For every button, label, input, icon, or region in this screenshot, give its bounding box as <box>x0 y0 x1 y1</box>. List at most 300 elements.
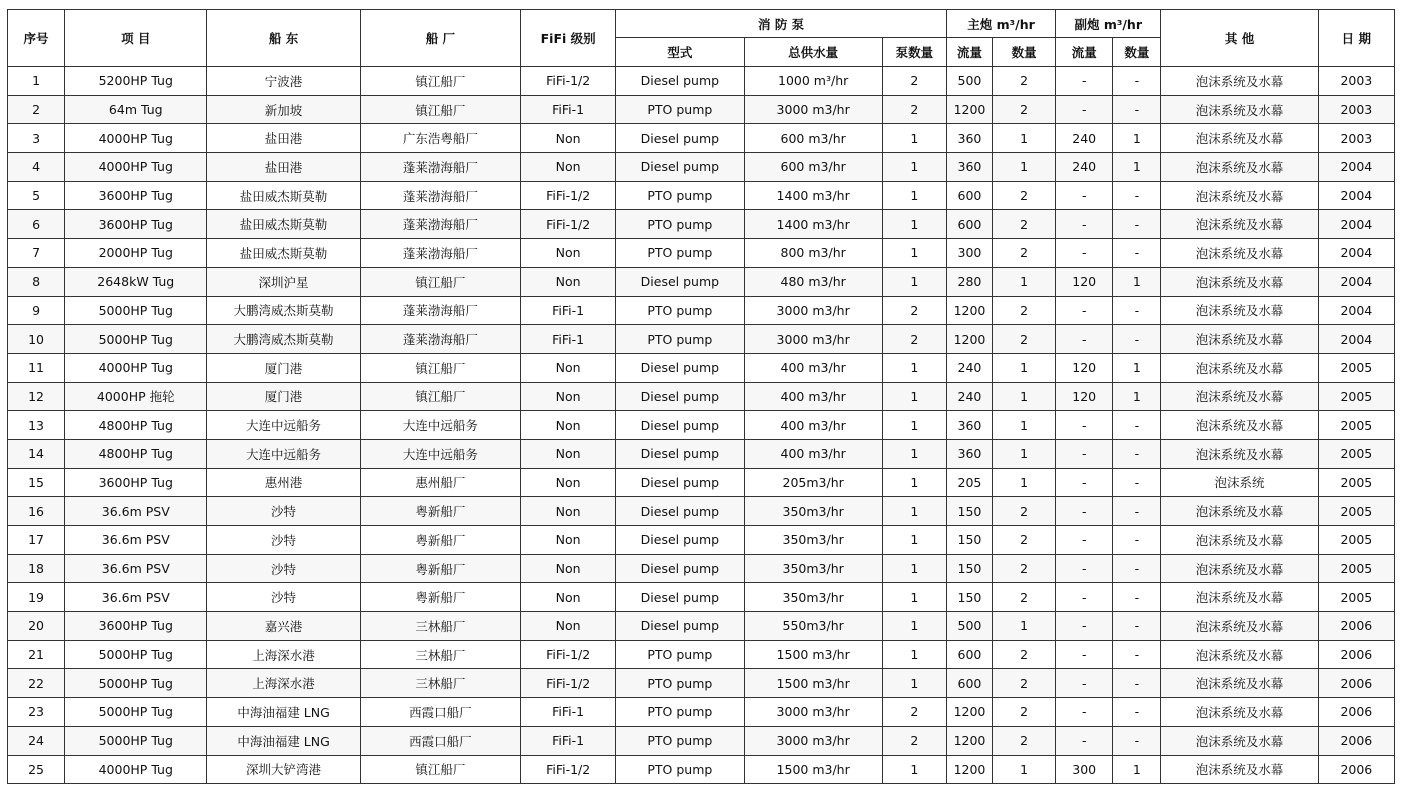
cell-sub-count: 1 <box>1113 755 1161 784</box>
cell-sub-flow: 120 <box>1056 382 1113 411</box>
cell-seq: 7 <box>8 239 65 268</box>
table-header <box>8 10 1395 67</box>
cell-pump-count: 1 <box>882 267 946 296</box>
cell-total-flow: 3000 m3/hr <box>744 95 882 124</box>
cell-other: 泡沫系统及水幕 <box>1161 497 1318 526</box>
cell-sub-count: - <box>1113 67 1161 96</box>
cell-pump-count: 1 <box>882 439 946 468</box>
cell-sub-flow: - <box>1056 67 1113 96</box>
cell-pump-count: 1 <box>882 353 946 382</box>
table-row <box>8 669 1395 698</box>
cell-fifi-class: FiFi-1 <box>521 726 616 755</box>
cell-fifi-class: Non <box>521 612 616 641</box>
cell-total-flow: 400 m3/hr <box>744 353 882 382</box>
cell-other: 泡沫系统及水幕 <box>1161 583 1318 612</box>
cell-date: 2006 <box>1318 726 1394 755</box>
cell-pump-count: 1 <box>882 124 946 153</box>
cell-sub-count: - <box>1113 612 1161 641</box>
cell-total-flow: 3000 m3/hr <box>744 325 882 354</box>
cell-other: 泡沫系统及水幕 <box>1161 698 1318 727</box>
cell-pump-count: 1 <box>882 583 946 612</box>
cell-sub-flow: - <box>1056 468 1113 497</box>
cell-owner: 沙特 <box>207 583 360 612</box>
cell-main-flow: 240 <box>946 382 992 411</box>
cell-fifi-class: Non <box>521 554 616 583</box>
cell-main-count: 1 <box>993 468 1056 497</box>
table-row <box>8 698 1395 727</box>
cell-sub-flow: - <box>1056 210 1113 239</box>
cell-project: 5000HP Tug <box>65 669 207 698</box>
cell-other: 泡沫系统及水幕 <box>1161 612 1318 641</box>
header-main-monitor: 主炮 m³/hr <box>946 10 1055 38</box>
cell-total-flow: 550m3/hr <box>744 612 882 641</box>
cell-project: 3600HP Tug <box>65 181 207 210</box>
cell-date: 2005 <box>1318 439 1394 468</box>
cell-pump-type: Diesel pump <box>616 353 744 382</box>
cell-main-count: 1 <box>993 267 1056 296</box>
header-main-flow: 流量 <box>946 38 992 67</box>
cell-pump-count: 1 <box>882 612 946 641</box>
cell-owner: 大鹏湾威杰斯莫勒 <box>207 296 360 325</box>
cell-sub-flow: - <box>1056 325 1113 354</box>
cell-fifi-class: Non <box>521 382 616 411</box>
table-body <box>8 67 1395 784</box>
cell-yard: 大连中远船务 <box>360 411 520 440</box>
cell-sub-count: - <box>1113 411 1161 440</box>
cell-sub-count: - <box>1113 583 1161 612</box>
cell-pump-count: 1 <box>882 153 946 182</box>
cell-pump-type: PTO pump <box>616 640 744 669</box>
table-row <box>8 95 1395 124</box>
cell-project: 4800HP Tug <box>65 439 207 468</box>
table-row <box>8 583 1395 612</box>
cell-sub-count: - <box>1113 640 1161 669</box>
cell-fifi-class: Non <box>521 583 616 612</box>
cell-main-count: 2 <box>993 95 1056 124</box>
cell-owner: 中海油福建 LNG <box>207 726 360 755</box>
cell-owner: 中海油福建 LNG <box>207 698 360 727</box>
cell-total-flow: 600 m3/hr <box>744 124 882 153</box>
cell-pump-count: 2 <box>882 95 946 124</box>
cell-yard: 蓬莱渤海船厂 <box>360 296 520 325</box>
cell-project: 5000HP Tug <box>65 698 207 727</box>
cell-fifi-class: Non <box>521 124 616 153</box>
cell-yard: 三林船厂 <box>360 612 520 641</box>
cell-owner: 盐田港 <box>207 153 360 182</box>
cell-total-flow: 1500 m3/hr <box>744 755 882 784</box>
cell-owner: 大连中远船务 <box>207 439 360 468</box>
cell-sub-flow: 240 <box>1056 153 1113 182</box>
cell-sub-flow: - <box>1056 583 1113 612</box>
cell-total-flow: 1400 m3/hr <box>744 210 882 239</box>
cell-fifi-class: Non <box>521 439 616 468</box>
cell-pump-count: 1 <box>882 239 946 268</box>
cell-other: 泡沫系统及水幕 <box>1161 325 1318 354</box>
header-other: 其 他 <box>1161 10 1318 67</box>
cell-total-flow: 1000 m³/hr <box>744 67 882 96</box>
cell-main-count: 2 <box>993 526 1056 555</box>
cell-date: 2003 <box>1318 124 1394 153</box>
cell-main-flow: 1200 <box>946 698 992 727</box>
cell-sub-flow: - <box>1056 181 1113 210</box>
cell-sub-count: - <box>1113 296 1161 325</box>
table-row <box>8 239 1395 268</box>
cell-main-flow: 1200 <box>946 296 992 325</box>
table-row <box>8 439 1395 468</box>
cell-other: 泡沫系统及水幕 <box>1161 95 1318 124</box>
cell-other: 泡沫系统及水幕 <box>1161 640 1318 669</box>
cell-fifi-class: Non <box>521 267 616 296</box>
cell-sub-count: - <box>1113 468 1161 497</box>
cell-main-count: 2 <box>993 181 1056 210</box>
cell-date: 2005 <box>1318 554 1394 583</box>
header-sub-monitor: 副炮 m³/hr <box>1056 10 1161 38</box>
cell-project: 4000HP Tug <box>65 353 207 382</box>
cell-pump-type: PTO pump <box>616 239 744 268</box>
cell-owner: 宁波港 <box>207 67 360 96</box>
cell-yard: 镇江船厂 <box>360 755 520 784</box>
cell-sub-flow: - <box>1056 612 1113 641</box>
cell-seq: 16 <box>8 497 65 526</box>
cell-pump-count: 1 <box>882 526 946 555</box>
cell-total-flow: 480 m3/hr <box>744 267 882 296</box>
cell-sub-count: - <box>1113 95 1161 124</box>
cell-other: 泡沫系统及水幕 <box>1161 726 1318 755</box>
cell-fifi-class: FiFi-1/2 <box>521 210 616 239</box>
cell-project: 2000HP Tug <box>65 239 207 268</box>
cell-yard: 镇江船厂 <box>360 267 520 296</box>
cell-project: 36.6m PSV <box>65 554 207 583</box>
cell-project: 4000HP 拖轮 <box>65 382 207 411</box>
table-row <box>8 296 1395 325</box>
cell-main-flow: 240 <box>946 353 992 382</box>
cell-pump-count: 1 <box>882 669 946 698</box>
cell-date: 2004 <box>1318 153 1394 182</box>
cell-date: 2004 <box>1318 296 1394 325</box>
cell-project: 64m Tug <box>65 95 207 124</box>
cell-pump-type: PTO pump <box>616 755 744 784</box>
cell-yard: 蓬莱渤海船厂 <box>360 325 520 354</box>
cell-yard: 镇江船厂 <box>360 67 520 96</box>
table-row <box>8 67 1395 96</box>
cell-total-flow: 3000 m3/hr <box>744 726 882 755</box>
cell-seq: 19 <box>8 583 65 612</box>
cell-main-flow: 600 <box>946 181 992 210</box>
cell-yard: 镇江船厂 <box>360 382 520 411</box>
cell-yard: 西霞口船厂 <box>360 698 520 727</box>
cell-other: 泡沫系统及水幕 <box>1161 181 1318 210</box>
cell-fifi-class: FiFi-1/2 <box>521 669 616 698</box>
cell-fifi-class: Non <box>521 497 616 526</box>
cell-pump-type: Diesel pump <box>616 468 744 497</box>
cell-sub-flow: - <box>1056 239 1113 268</box>
cell-yard: 大连中远船务 <box>360 439 520 468</box>
cell-sub-count: - <box>1113 210 1161 239</box>
table-row <box>8 353 1395 382</box>
cell-seq: 3 <box>8 124 65 153</box>
cell-pump-type: PTO pump <box>616 698 744 727</box>
cell-date: 2004 <box>1318 239 1394 268</box>
table-row <box>8 382 1395 411</box>
cell-yard: 三林船厂 <box>360 640 520 669</box>
cell-sub-count: 1 <box>1113 382 1161 411</box>
cell-sub-flow: - <box>1056 698 1113 727</box>
cell-main-count: 2 <box>993 325 1056 354</box>
cell-fifi-class: FiFi-1 <box>521 698 616 727</box>
cell-sub-flow: - <box>1056 497 1113 526</box>
cell-sub-count: 1 <box>1113 353 1161 382</box>
cell-pump-count: 1 <box>882 210 946 239</box>
cell-main-flow: 1200 <box>946 755 992 784</box>
cell-yard: 惠州船厂 <box>360 468 520 497</box>
cell-sub-count: 1 <box>1113 267 1161 296</box>
cell-main-flow: 360 <box>946 124 992 153</box>
table-row <box>8 755 1395 784</box>
cell-main-count: 1 <box>993 755 1056 784</box>
cell-main-count: 1 <box>993 439 1056 468</box>
cell-main-count: 2 <box>993 669 1056 698</box>
cell-other: 泡沫系统及水幕 <box>1161 669 1318 698</box>
cell-total-flow: 800 m3/hr <box>744 239 882 268</box>
cell-date: 2006 <box>1318 755 1394 784</box>
cell-owner: 沙特 <box>207 554 360 583</box>
cell-sub-count: 1 <box>1113 124 1161 153</box>
cell-sub-count: - <box>1113 726 1161 755</box>
cell-total-flow: 350m3/hr <box>744 583 882 612</box>
cell-other: 泡沫系统及水幕 <box>1161 296 1318 325</box>
cell-total-flow: 350m3/hr <box>744 497 882 526</box>
cell-main-count: 2 <box>993 239 1056 268</box>
cell-main-count: 2 <box>993 554 1056 583</box>
cell-owner: 深圳大铲湾港 <box>207 755 360 784</box>
cell-pump-count: 1 <box>882 497 946 526</box>
cell-project: 5000HP Tug <box>65 640 207 669</box>
cell-main-flow: 500 <box>946 612 992 641</box>
table-row <box>8 612 1395 641</box>
cell-yard: 蓬莱渤海船厂 <box>360 153 520 182</box>
cell-main-flow: 1200 <box>946 325 992 354</box>
table-row <box>8 210 1395 239</box>
cell-date: 2006 <box>1318 612 1394 641</box>
cell-owner: 大鹏湾威杰斯莫勒 <box>207 325 360 354</box>
cell-yard: 西霞口船厂 <box>360 726 520 755</box>
cell-seq: 8 <box>8 267 65 296</box>
cell-owner: 盐田港 <box>207 124 360 153</box>
cell-fifi-class: FiFi-1/2 <box>521 67 616 96</box>
cell-pump-type: Diesel pump <box>616 382 744 411</box>
cell-project: 3600HP Tug <box>65 468 207 497</box>
cell-main-count: 1 <box>993 124 1056 153</box>
cell-yard: 蓬莱渤海船厂 <box>360 210 520 239</box>
cell-owner: 厦门港 <box>207 382 360 411</box>
cell-seq: 22 <box>8 669 65 698</box>
cell-sub-count: 1 <box>1113 153 1161 182</box>
cell-project: 4000HP Tug <box>65 124 207 153</box>
cell-date: 2004 <box>1318 267 1394 296</box>
cell-other: 泡沫系统及水幕 <box>1161 124 1318 153</box>
cell-fifi-class: Non <box>521 526 616 555</box>
cell-fifi-class: FiFi-1 <box>521 95 616 124</box>
cell-total-flow: 350m3/hr <box>744 526 882 555</box>
cell-yard: 蓬莱渤海船厂 <box>360 239 520 268</box>
header-main-count: 数量 <box>993 38 1056 67</box>
cell-sub-flow: - <box>1056 726 1113 755</box>
cell-project: 5000HP Tug <box>65 325 207 354</box>
cell-owner: 盐田威杰斯莫勒 <box>207 181 360 210</box>
cell-main-flow: 150 <box>946 526 992 555</box>
table-row <box>8 526 1395 555</box>
cell-pump-type: Diesel pump <box>616 554 744 583</box>
cell-main-flow: 600 <box>946 210 992 239</box>
cell-fifi-class: FiFi-1/2 <box>521 181 616 210</box>
cell-seq: 12 <box>8 382 65 411</box>
cell-main-flow: 205 <box>946 468 992 497</box>
cell-seq: 5 <box>8 181 65 210</box>
cell-total-flow: 400 m3/hr <box>744 411 882 440</box>
cell-owner: 厦门港 <box>207 353 360 382</box>
cell-date: 2004 <box>1318 210 1394 239</box>
cell-pump-count: 2 <box>882 325 946 354</box>
cell-pump-count: 2 <box>882 67 946 96</box>
cell-other: 泡沫系统及水幕 <box>1161 353 1318 382</box>
cell-main-count: 2 <box>993 296 1056 325</box>
header-sub-flow: 流量 <box>1056 38 1113 67</box>
cell-date: 2004 <box>1318 325 1394 354</box>
cell-sub-count: - <box>1113 669 1161 698</box>
cell-fifi-class: Non <box>521 411 616 440</box>
cell-seq: 4 <box>8 153 65 182</box>
cell-seq: 11 <box>8 353 65 382</box>
cell-date: 2006 <box>1318 640 1394 669</box>
cell-fifi-class: FiFi-1/2 <box>521 640 616 669</box>
cell-pump-type: Diesel pump <box>616 124 744 153</box>
cell-other: 泡沫系统及水幕 <box>1161 210 1318 239</box>
cell-owner: 大连中远船务 <box>207 411 360 440</box>
cell-other: 泡沫系统及水幕 <box>1161 439 1318 468</box>
cell-pump-count: 2 <box>882 698 946 727</box>
cell-main-flow: 360 <box>946 439 992 468</box>
cell-total-flow: 3000 m3/hr <box>744 296 882 325</box>
cell-owner: 沙特 <box>207 526 360 555</box>
cell-total-flow: 350m3/hr <box>744 554 882 583</box>
cell-date: 2003 <box>1318 95 1394 124</box>
header-sub-count: 数量 <box>1113 38 1161 67</box>
cell-fifi-class: FiFi-1/2 <box>521 755 616 784</box>
cell-sub-flow: 120 <box>1056 353 1113 382</box>
cell-sub-count: - <box>1113 325 1161 354</box>
cell-pump-type: Diesel pump <box>616 526 744 555</box>
cell-project: 5200HP Tug <box>65 67 207 96</box>
cell-main-flow: 1200 <box>946 726 992 755</box>
cell-owner: 盐田威杰斯莫勒 <box>207 239 360 268</box>
cell-fifi-class: Non <box>521 353 616 382</box>
cell-pump-type: Diesel pump <box>616 153 744 182</box>
cell-project: 5000HP Tug <box>65 296 207 325</box>
cell-pump-count: 1 <box>882 382 946 411</box>
cell-seq: 14 <box>8 439 65 468</box>
cell-main-count: 2 <box>993 583 1056 612</box>
cell-sub-flow: 120 <box>1056 267 1113 296</box>
cell-sub-count: - <box>1113 554 1161 583</box>
cell-main-flow: 360 <box>946 411 992 440</box>
cell-yard: 三林船厂 <box>360 669 520 698</box>
header-fifi-class: FiFi 级别 <box>521 10 616 67</box>
cell-main-flow: 360 <box>946 153 992 182</box>
cell-main-count: 2 <box>993 726 1056 755</box>
cell-other: 泡沫系统 <box>1161 468 1318 497</box>
cell-main-flow: 150 <box>946 583 992 612</box>
cell-pump-type: Diesel pump <box>616 612 744 641</box>
cell-project: 4000HP Tug <box>65 153 207 182</box>
cell-main-flow: 1200 <box>946 95 992 124</box>
cell-yard: 镇江船厂 <box>360 95 520 124</box>
cell-sub-count: - <box>1113 439 1161 468</box>
cell-seq: 24 <box>8 726 65 755</box>
cell-total-flow: 400 m3/hr <box>744 382 882 411</box>
cell-seq: 13 <box>8 411 65 440</box>
cell-owner: 上海深水港 <box>207 640 360 669</box>
cell-owner: 惠州港 <box>207 468 360 497</box>
cell-date: 2005 <box>1318 526 1394 555</box>
table-row <box>8 267 1395 296</box>
cell-project: 3600HP Tug <box>65 612 207 641</box>
cell-seq: 2 <box>8 95 65 124</box>
table-row <box>8 325 1395 354</box>
header-date: 日 期 <box>1318 10 1394 67</box>
cell-sub-flow: - <box>1056 296 1113 325</box>
table-row <box>8 124 1395 153</box>
cell-sub-flow: 300 <box>1056 755 1113 784</box>
cell-pump-type: PTO pump <box>616 296 744 325</box>
cell-pump-type: Diesel pump <box>616 411 744 440</box>
cell-total-flow: 600 m3/hr <box>744 153 882 182</box>
header-pump-count: 泵数量 <box>882 38 946 67</box>
cell-other: 泡沫系统及水幕 <box>1161 554 1318 583</box>
cell-main-flow: 150 <box>946 554 992 583</box>
cell-pump-type: Diesel pump <box>616 67 744 96</box>
cell-pump-count: 1 <box>882 755 946 784</box>
cell-owner: 沙特 <box>207 497 360 526</box>
header-yard: 船 厂 <box>360 10 520 67</box>
cell-main-count: 1 <box>993 382 1056 411</box>
cell-sub-flow: - <box>1056 95 1113 124</box>
cell-main-count: 1 <box>993 153 1056 182</box>
cell-other: 泡沫系统及水幕 <box>1161 67 1318 96</box>
cell-pump-count: 2 <box>882 296 946 325</box>
table-row <box>8 554 1395 583</box>
cell-other: 泡沫系统及水幕 <box>1161 153 1318 182</box>
header-pump-type: 型式 <box>616 38 744 67</box>
cell-sub-count: - <box>1113 526 1161 555</box>
cell-total-flow: 1400 m3/hr <box>744 181 882 210</box>
cell-main-count: 2 <box>993 640 1056 669</box>
cell-yard: 粤新船厂 <box>360 526 520 555</box>
cell-date: 2005 <box>1318 353 1394 382</box>
table-row <box>8 468 1395 497</box>
cell-pump-type: PTO pump <box>616 669 744 698</box>
cell-pump-type: PTO pump <box>616 325 744 354</box>
cell-pump-count: 1 <box>882 411 946 440</box>
cell-project: 4000HP Tug <box>65 755 207 784</box>
header-project: 项 目 <box>65 10 207 67</box>
cell-pump-type: PTO pump <box>616 726 744 755</box>
cell-sub-flow: - <box>1056 669 1113 698</box>
cell-seq: 10 <box>8 325 65 354</box>
cell-sub-flow: - <box>1056 554 1113 583</box>
cell-pump-count: 1 <box>882 468 946 497</box>
cell-sub-flow: - <box>1056 439 1113 468</box>
cell-pump-type: Diesel pump <box>616 583 744 612</box>
